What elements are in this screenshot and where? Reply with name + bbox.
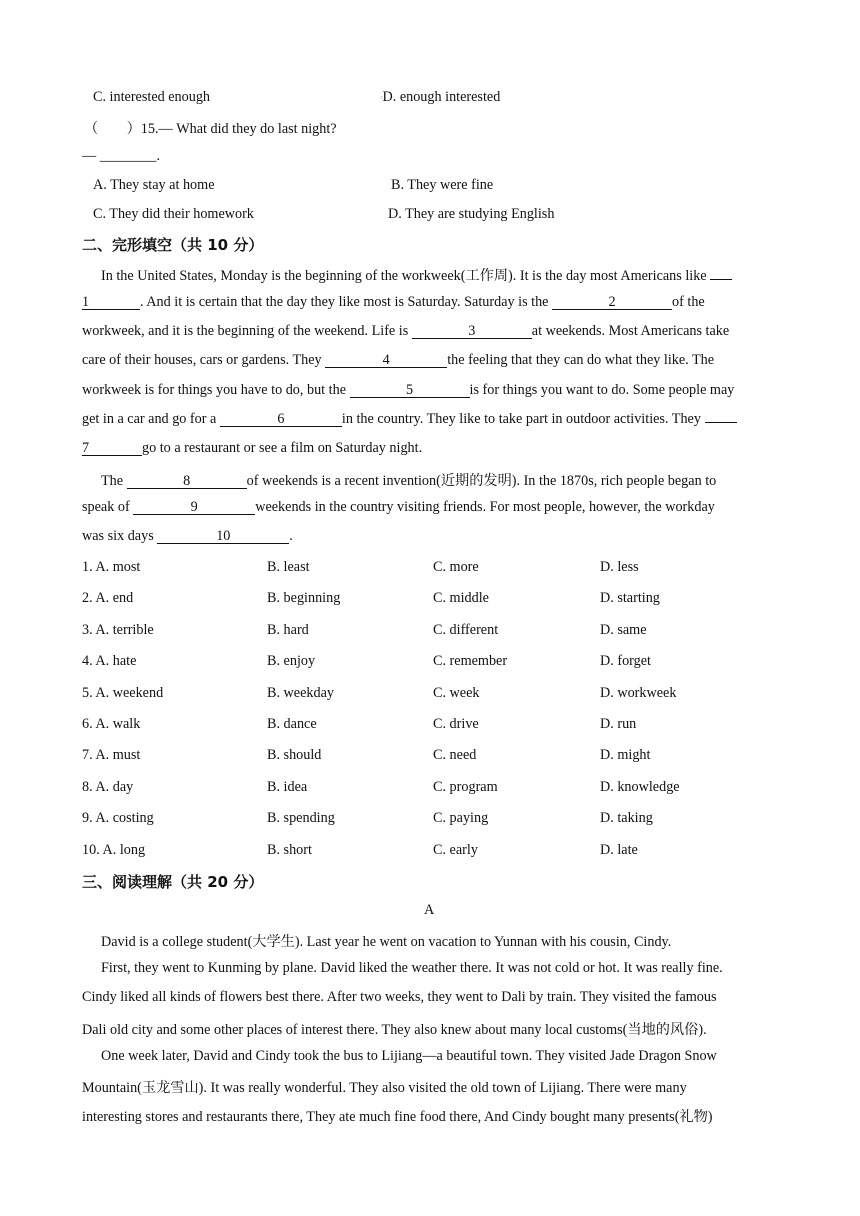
cloze-line-7: [82, 440, 782, 457]
cloze-option: D. run: [600, 716, 637, 732]
blank-6: 6: [220, 412, 342, 427]
cloze-line-6: [82, 411, 782, 428]
section-2-heading: 二、完形填空（共 10 分）: [82, 236, 264, 254]
cloze-option: D. forget: [600, 653, 651, 669]
cloze-option: C. middle: [433, 590, 489, 606]
cloze-text: workweek is for things you have to do, but the: [82, 382, 350, 398]
cloze-line-1: [101, 265, 801, 285]
cloze-option: 4. A. hate: [82, 653, 137, 669]
cloze-text: .: [289, 528, 293, 544]
cloze-option: C. remember: [433, 653, 508, 669]
cloze-text: weekends in the country visiting friends. For most people, however, the workday: [255, 499, 715, 515]
cloze-line-3: [82, 323, 782, 340]
cloze-text: get in a car and go for a: [82, 411, 220, 427]
cloze-option: C. need: [433, 747, 477, 763]
cloze-text: at weekends. Most Americans take: [531, 323, 730, 339]
cloze-option: 7. A. must: [82, 747, 141, 763]
cloze-text: is for things you want to do. Some people may: [469, 382, 735, 398]
cloze-text: in the country. They like to take part in outdoor activities. They: [341, 411, 705, 427]
cloze-option: D. less: [600, 559, 639, 575]
cloze-option: B. dance: [267, 716, 317, 732]
q15-option-a: A. They stay at home: [93, 177, 215, 193]
cloze-option: B. weekday: [267, 685, 334, 701]
blank-5: 5: [350, 383, 470, 398]
cloze-option: B. idea: [267, 779, 308, 795]
reading-line-4: Dali old city and some other places of interest there. They also knew about many local customs(当地的风俗).: [82, 1022, 707, 1038]
q14-option-d: [380, 89, 500, 106]
cloze-option: 3. A. terrible: [82, 622, 154, 638]
cloze-text: workweek, and it is the beginning of the weekend. Life is: [82, 323, 412, 339]
cloze-option: B. least: [267, 559, 310, 575]
cloze-line-2: [82, 294, 782, 311]
cloze-line-10: [82, 528, 782, 545]
cloze-text: The: [101, 473, 127, 489]
reading-line-1: David is a college student(大学生). Last year he went on vacation to Yunnan with his cousin, Cindy.: [101, 934, 672, 950]
cloze-option: C. different: [433, 622, 499, 638]
cloze-option: 8. A. day: [82, 779, 134, 795]
reading-line-5: One week later, David and Cindy took the bus to Lijiang—a beautiful town. They visited Jade Dragon Snow: [101, 1048, 717, 1064]
cloze-option: D. taking: [600, 810, 653, 826]
cloze-option: B. hard: [267, 622, 309, 638]
blank-9: 9: [133, 500, 255, 515]
cloze-text: was six days: [82, 528, 158, 544]
blank-7-start: [705, 422, 737, 423]
cloze-option: B. enjoy: [267, 653, 316, 669]
cloze-option: C. more: [433, 559, 479, 575]
cloze-option: 1. A. most: [82, 559, 141, 575]
cloze-option: D. knowledge: [600, 779, 680, 795]
cloze-option: C. paying: [433, 810, 489, 826]
cloze-option: B. beginning: [267, 590, 341, 606]
cloze-text: . And it is certain that the day they like most is Saturday. Saturday is the: [140, 294, 553, 310]
cloze-option: 6. A. walk: [82, 716, 141, 732]
passage-label: A: [424, 902, 435, 918]
section-3-heading: 三、阅读理解（共 20 分）: [82, 873, 264, 891]
cloze-text: go to a restaurant or see a film on Saturday night.: [142, 440, 423, 456]
blank-10: 10: [157, 529, 289, 544]
cloze-option: D. workweek: [600, 685, 677, 701]
cloze-option: 10. A. long: [82, 842, 146, 858]
cloze-text: care of their houses, cars or gardens. They: [82, 352, 326, 368]
format-mark-icon: ▫: [380, 93, 383, 102]
cloze-option: C. drive: [433, 716, 479, 732]
q14-option-d-text: D. enough interested: [382, 89, 501, 105]
cloze-option: D. late: [600, 842, 638, 858]
cloze-option: D. same: [600, 622, 647, 638]
q15-option-b: B. They were fine: [391, 177, 494, 193]
blank-4: 4: [325, 353, 447, 368]
blank-7: 7: [82, 441, 142, 456]
cloze-option: B. should: [267, 747, 322, 763]
cloze-option: B. short: [267, 842, 312, 858]
cloze-text: of weekends is a recent invention(近期的发明). In the 1870s, rich people began to: [246, 473, 717, 489]
q15-stem: [84, 118, 337, 138]
cloze-option: 2. A. end: [82, 590, 134, 606]
reading-line-2: First, they went to Kunming by plane. David liked the weather there. It was not cold or hot. It was really fine.: [101, 960, 723, 976]
reading-line-7: interesting stores and restaurants there, They ate much fine food there, And Cindy bought many presents(礼物): [82, 1109, 713, 1125]
reading-line-3: Cindy liked all kinds of flowers best there. After two weeks, they went to Dali by train. They visited the famous: [82, 989, 717, 1005]
cloze-text: the feeling that they can do what they like. The: [447, 352, 715, 368]
cloze-option: C. program: [433, 779, 498, 795]
blank-3: 3: [412, 324, 532, 339]
q15-option-c: C. They did their homework: [93, 206, 254, 222]
blank-8: 8: [127, 474, 247, 489]
cloze-option: 5. A. weekend: [82, 685, 164, 701]
q15-option-d: D. They are studying English: [388, 206, 555, 222]
cloze-line-5: [82, 382, 782, 399]
cloze-option: D. might: [600, 747, 651, 763]
q14-option-c: C. interested enough: [93, 89, 211, 105]
cloze-text: speak of: [82, 499, 134, 515]
q15-stem-text: 15.— What did they do last night?: [140, 121, 337, 137]
cloze-option: 9. A. costing: [82, 810, 154, 826]
cloze-text: of the: [672, 294, 705, 310]
cloze-line-9: [82, 499, 782, 516]
answer-parentheses: （ ）: [84, 121, 141, 137]
cloze-text: In the United States, Monday is the beginning of the workweek(工作周). It is the day most Americans like: [101, 268, 711, 284]
q15-answer-line: — ________.: [82, 148, 161, 164]
blank-2: 2: [552, 295, 672, 310]
cloze-line-4: [82, 352, 782, 369]
cloze-option: C. early: [433, 842, 478, 858]
cloze-line-8: [101, 470, 801, 490]
blank-1: 1: [82, 295, 140, 310]
reading-line-6: Mountain(玉龙雪山). It was really wonderful. They also visited the old town of Lijiang. There were many: [82, 1080, 687, 1096]
cloze-option: C. week: [433, 685, 480, 701]
cloze-option: D. starting: [600, 590, 660, 606]
cloze-option: B. spending: [267, 810, 335, 826]
blank-1-start: [710, 279, 732, 280]
